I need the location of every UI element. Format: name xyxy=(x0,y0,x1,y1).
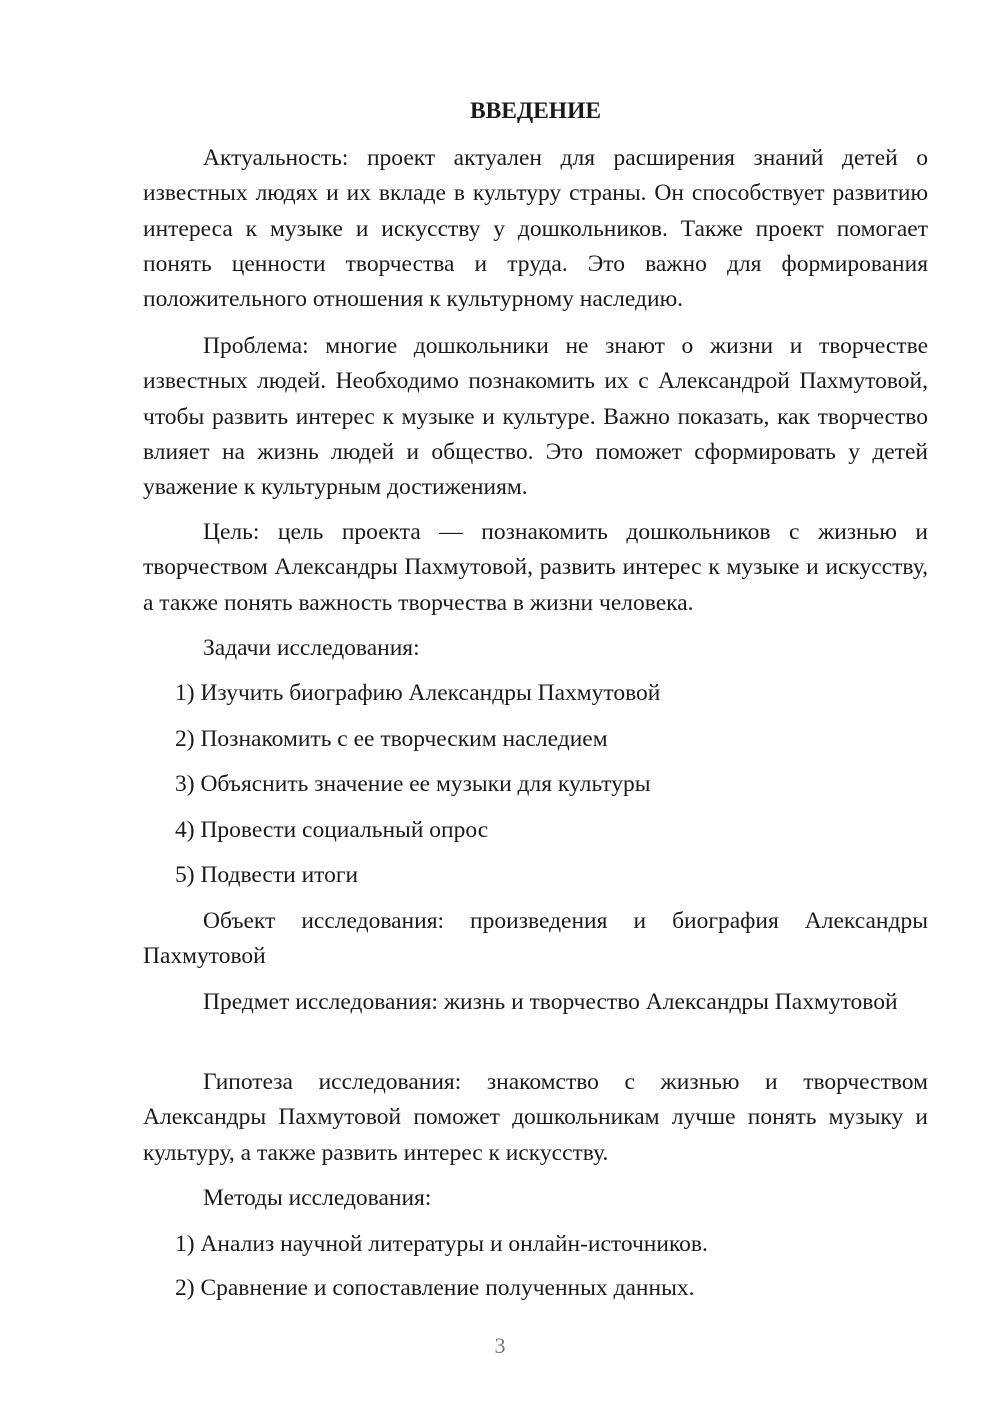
tasks-label: Задачи исследования: xyxy=(203,635,420,661)
subject-paragraph: Предмет исследования: жизнь и творчество Александры Пахмутовой xyxy=(203,989,898,1015)
hypothesis-paragraph: Гипотеза исследования: знакомство с жизнью и творчеством Александры Пахмутовой поможет дошкольникам лучше понять музыку и культуру, а также развить интерес к искусству. xyxy=(143,1069,928,1166)
method-item: 2) Сравнение и сопоставление полученных данных. xyxy=(175,1275,695,1301)
problem-paragraph: Проблема: многие дошкольники не знают о жизни и творчестве известных людей. Необходимо познакомить их с Александрой Пахмутовой, чтобы развить интерес к музыке и культуре. Важно показать, как творчество влияет на жизнь людей и общество. Это поможет сформировать у детей уважение к культурным достижениям. xyxy=(143,333,928,501)
task-item: 5) Подвести итоги xyxy=(175,862,359,888)
methods-label: Методы исследования: xyxy=(203,1185,432,1211)
method-item: 1) Анализ научной литературы и онлайн-источников. xyxy=(175,1231,708,1257)
page-number: 3 xyxy=(494,1333,506,1358)
task-item: 3) Объяснить значение ее музыки для культуры xyxy=(175,771,651,797)
object-paragraph: Объект исследования: произведения и биография Александры Пахмутовой xyxy=(143,908,928,970)
task-item: 2) Познакомить с ее творческим наследием xyxy=(175,726,608,752)
relevance-paragraph: Актуальность: проект актуален для расширения знаний детей о известных людях и их вкладе в культуру страны. Он способствует развитию интереса к музыке и искусству у дошкольников. Также проект помогает понять ценности творчества и труда. Это важно для формирования положительного отношения к культурному наследию. xyxy=(143,145,928,313)
task-item: 4) Провести социальный опрос xyxy=(175,817,489,843)
goal-paragraph: Цель: цель проекта — познакомить дошкольников с жизнью и творчеством Александры Пахмутовой, развить интерес к музыке и искусству, а также понять важность творчества в жизни человека. xyxy=(143,519,928,616)
task-item: 1) Изучить биографию Александры Пахмутовой xyxy=(175,680,661,706)
section-heading: ВВЕДЕНИЕ xyxy=(469,98,602,124)
